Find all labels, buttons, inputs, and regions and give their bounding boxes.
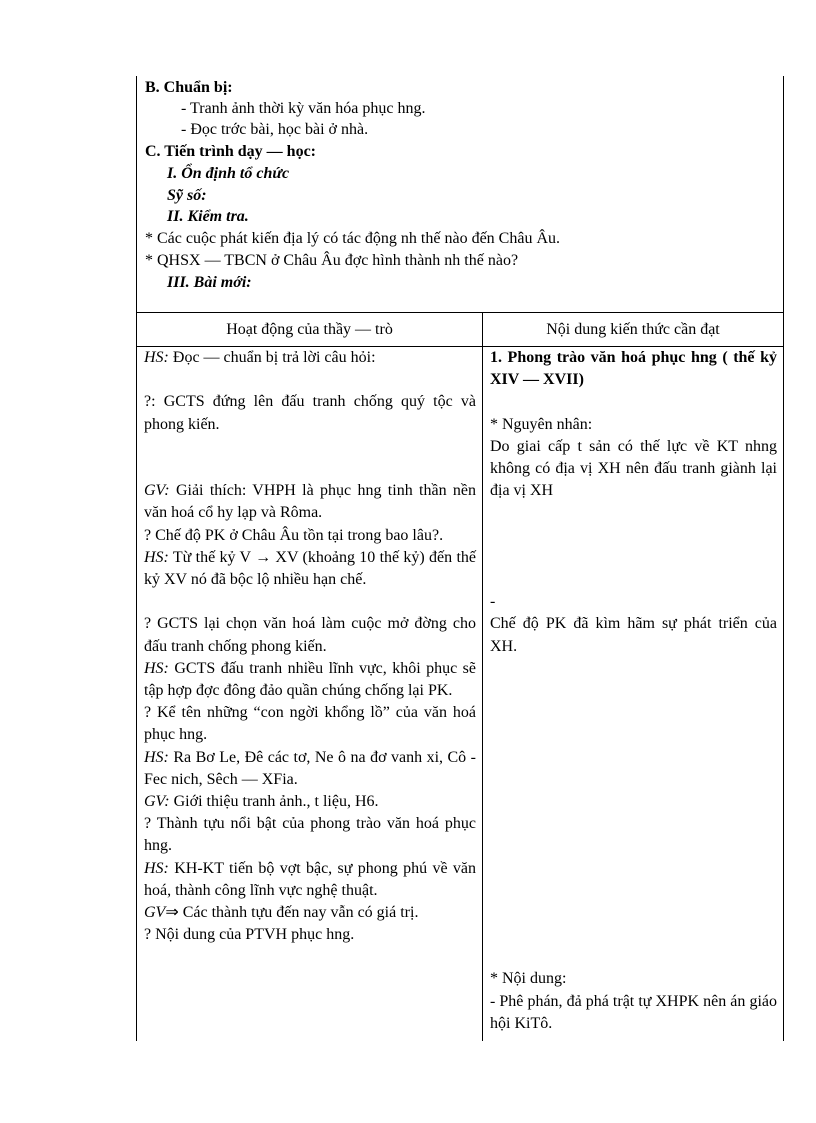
cause-heading: * Nguyên nhân: bbox=[490, 415, 593, 433]
activity-item: ?: GCTS đứng lên đấu tranh chống quý tộc và phong kiến. bbox=[144, 393, 476, 433]
preparation-section bbox=[137, 76, 783, 313]
activity-item: ? Thành tựu nổi bật của phong trào văn hoá phục hng. bbox=[144, 815, 476, 855]
content-heading: * Nội dung: bbox=[490, 970, 567, 988]
review-question-1: * Các cuộc phát kiến địa lý có tác động nh thế nào đến Châu Âu. bbox=[145, 230, 560, 247]
section-1-title: 1. Phong trào văn hoá phục hng ( thế kỷ XIV — XVII) bbox=[490, 349, 777, 389]
header-teacher-student: Hoạt động của thầy — trò bbox=[137, 313, 482, 347]
column-divider bbox=[482, 313, 483, 1041]
limit-text: Chế độ PK đã kìm hãm sự phát triển của XH. bbox=[490, 615, 777, 655]
activity-item: ? Chế độ PK ở Châu Âu tồn tại trong bao lâu?. bbox=[144, 526, 444, 544]
prep-item-2: - Đọc trớc bài, học bài ở nhà. bbox=[181, 121, 369, 138]
activity-item: HS: GCTS đấu tranh nhiều lĩnh vực, khôi phục sẽ tập hợp đợc đông đảo quần chúng chống lại PK. bbox=[144, 659, 476, 699]
review-question-2: * QHSX — TBCN ở Châu Âu đợc hình thành nh thế nào? bbox=[145, 252, 519, 269]
content-text: - Phê phán, đả phá trật tự XHPK nên án giáo hội KiTô. bbox=[490, 992, 777, 1032]
section-c-heading: C. Tiến trình dạy — học: bbox=[145, 143, 316, 160]
activity-item: HS: Ra Bơ Le, Đê các tơ, Ne ô na đơ vanh xi, Cô - Fec nich, Sêch — XFia. bbox=[144, 748, 476, 788]
activity-item: ? Kể tên những “con ngời khổng lồ” của văn hoá phục hng. bbox=[144, 704, 476, 744]
prep-item-1: - Tranh ảnh thời kỳ văn hóa phục hng. bbox=[181, 100, 426, 117]
activity-item: HS: Đọc — chuẩn bị trả lời câu hỏi: bbox=[144, 349, 376, 366]
bullet-dash: - bbox=[490, 593, 496, 611]
cause-text: Do giai cấp t sản có thế lực về KT nhng không có địa vị XH nên đấu tranh giành lại địa vị XH bbox=[490, 437, 777, 500]
activity-item: GV: Giải thích: VHPH là phục hng tinh thần nền văn hoá cổ hy lạp và Rôma. bbox=[144, 482, 476, 522]
subsection-1-heading: I. Ổn định tổ chức bbox=[167, 165, 290, 182]
knowledge-column bbox=[490, 347, 777, 1035]
activity-item: ? GCTS lại chọn văn hoá làm cuộc mở đờng cho đấu tranh chống phong kiến. bbox=[144, 615, 476, 655]
section-b-heading: B. Chuẩn bị: bbox=[145, 79, 233, 96]
attendance-label: Sỹ số: bbox=[167, 187, 207, 204]
activity-item: GV: Giới thiệu tranh ảnh., t liệu, H6. bbox=[144, 793, 379, 810]
activity-item: HS: KH-KT tiến bộ vợt bậc, sự phong phú về văn hoá, thành công lĩnh vực nghệ thuật. bbox=[144, 859, 476, 899]
activity-item: ? Nội dung của PTVH phục hng. bbox=[144, 926, 355, 944]
activity-item: HS: Từ thế kỷ V → XV (khoảng 10 thế kỷ) đến thế kỷ XV nó đã bộc lộ nhiều hạn chế. bbox=[144, 548, 476, 588]
header-knowledge: Nội dung kiến thức cần đạt bbox=[483, 313, 783, 347]
activity-column bbox=[144, 347, 476, 946]
activity-item: GV⇒ Các thành tựu đến nay vẫn có giá trị. bbox=[144, 904, 419, 922]
lesson-frame bbox=[136, 76, 784, 1041]
subsection-2-heading: II. Kiểm tra. bbox=[167, 208, 249, 225]
subsection-3-heading: III. Bài mới: bbox=[167, 274, 252, 291]
